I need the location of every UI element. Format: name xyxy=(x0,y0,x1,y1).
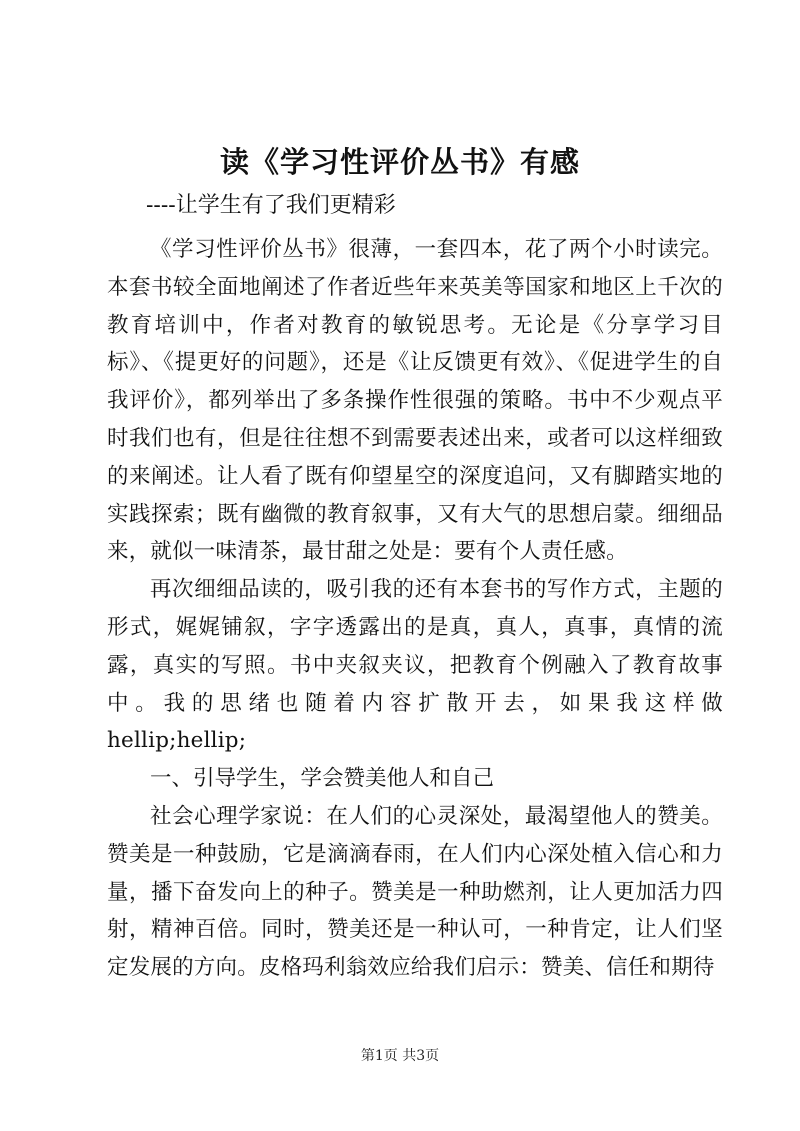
page-footer: 第1页 共3页 xyxy=(360,1048,440,1064)
document-subtitle: ----让学生有了我们更精彩 xyxy=(146,193,396,218)
document-body xyxy=(107,231,723,987)
paragraph-2: 再次细细品读的，吸引我的还有本套书的写作方式，主题的形式，娓娓铺叙，字字透露出的是真，真人，真事，真情的流露，真实的写照。书中夹叙夹议，把教育个例融入了教育故事中。我的思绪也随着内容扩散开去，如果我这样做hellip;hellip; xyxy=(107,577,723,754)
paragraph-3: 社会心理学家说：在人们的心灵深处，最渴望他人的赞美。赞美是一种鼓励，它是滴滴春雨，在人们内心深处植入信心和力量，播下奋发向上的种子。赞美是一种助燃剂，让人更加活力四射，精神百倍。同时，赞美还是一种认可，一种肯定，让人们坚定发展的方向。皮格玛利翁效应给我们启示：赞美、信任和期待 xyxy=(107,803,723,981)
section-heading: 一、引导学生，学会赞美他人和自己 xyxy=(150,766,495,792)
paragraph-1: 《学习性评价丛书》很薄，一套四本，花了两个小时读完。本套书较全面地阐述了作者近些年来英美等国家和地区上千次的教育培训中，作者对教育的敏锐思考。无论是《分享学习目标》、《提更好的问题》，还是《让反馈更有效》、《促进学生的自我评价》，都列举出了多条操作性很强的策略。书中不少观点平时我们也有，但是往往想不到需要表述出来，或者可以这样细致的来阐述。让人看了既有仰望星空的深度追问，又有脚踏实地的实践探索；既有幽微的教育叙事，又有大气的思想启蒙。细细品来，就似一味清茶，最甘甜之处是：要有个人责任感。 xyxy=(107,237,723,565)
document-title: 读《学习性评价丛书》有感 xyxy=(219,145,580,179)
